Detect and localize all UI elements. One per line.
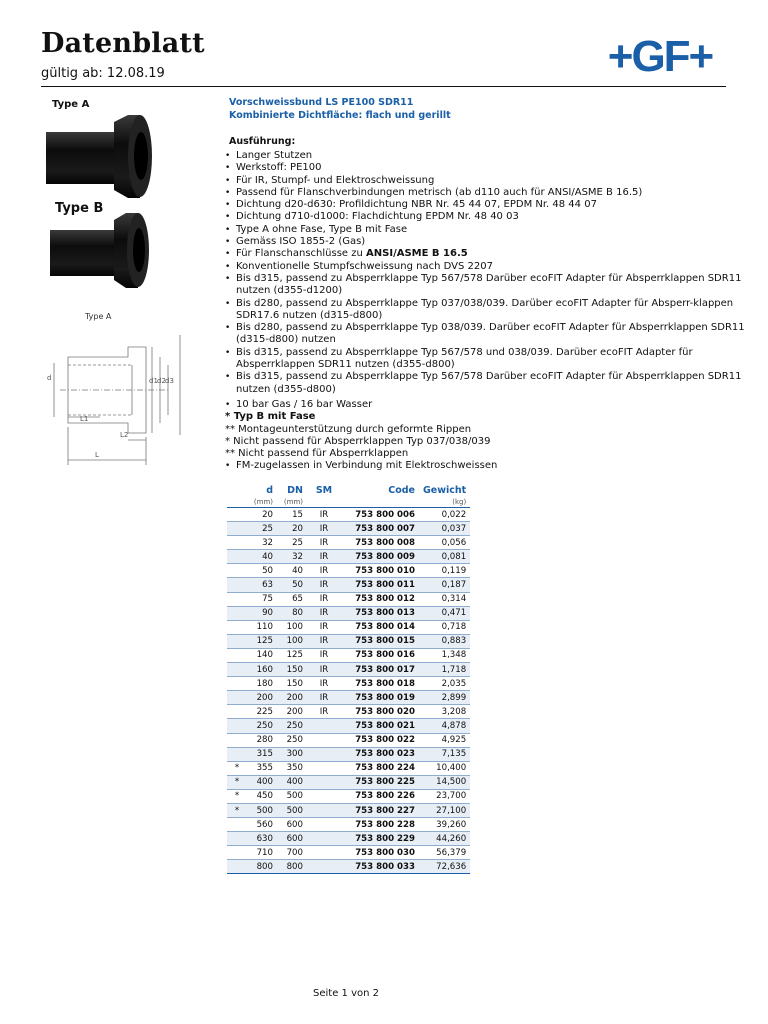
list-item: • Langer Stutzen xyxy=(225,150,313,161)
dim-l: L xyxy=(95,451,99,459)
product-title-line2: Kombinierte Dichtfläche: flach und gerillt xyxy=(229,109,451,121)
dn-cell: 300 xyxy=(277,747,307,761)
weight-cell: 0,037 xyxy=(419,522,470,536)
code-cell: 753 800 016 xyxy=(341,648,419,662)
star-cell xyxy=(227,536,247,550)
weight-cell: 1,718 xyxy=(419,663,470,677)
unit-dn: (mm) xyxy=(277,497,307,508)
table-row xyxy=(227,592,470,606)
sm-cell xyxy=(307,733,341,747)
list-item: • Bis d315, passend zu Absperrklappe Typ 567/578 Darüber ecoFIT Adapter für Absperrklappen SDR11 nutzen (d355-d1200) xyxy=(225,272,742,297)
table-row xyxy=(227,663,470,677)
table-row xyxy=(227,775,470,789)
weight-cell: 2,899 xyxy=(419,691,470,705)
weight-cell: 0,718 xyxy=(419,620,470,634)
d-cell: 90 xyxy=(247,606,277,620)
table-row xyxy=(227,578,470,592)
weight-cell: 1,348 xyxy=(419,648,470,662)
list-item: • Bis d280, passend zu Absperrklappe Typ 037/038/039. Darüber ecoFIT Adapter für Absperr-klappen SDR17.6 nutzen (d315-d800) xyxy=(225,297,734,321)
sm-cell xyxy=(307,818,341,832)
star-cell xyxy=(227,620,247,634)
note-montage: ** Montageunterstützung durch geformte Rippen xyxy=(225,423,472,435)
weight-cell: 39,260 xyxy=(419,818,470,832)
code-cell: 753 800 229 xyxy=(341,832,419,846)
dn-cell: 500 xyxy=(277,803,307,817)
table-row xyxy=(227,860,470,874)
star-cell xyxy=(227,564,247,578)
table-row xyxy=(227,634,470,648)
star-cell xyxy=(227,719,247,733)
weight-cell: 14,500 xyxy=(419,775,470,789)
star-cell xyxy=(227,733,247,747)
dn-cell: 150 xyxy=(277,677,307,691)
dn-cell: 500 xyxy=(277,789,307,803)
col-weight: Gewicht xyxy=(423,485,467,496)
sm-cell xyxy=(307,860,341,874)
d-cell: 800 xyxy=(247,860,277,874)
dn-cell: 250 xyxy=(277,719,307,733)
dim-d2: d2 xyxy=(157,377,166,385)
list-item: • Werkstoff: PE100 xyxy=(225,162,322,174)
sm-cell xyxy=(307,719,341,733)
code-cell: 753 800 014 xyxy=(341,620,419,634)
d-cell: 40 xyxy=(247,550,277,564)
gf-logo xyxy=(594,36,726,74)
code-cell: 753 800 010 xyxy=(341,564,419,578)
d-cell: 280 xyxy=(247,733,277,747)
code-cell: 753 800 020 xyxy=(341,705,419,719)
list-item: • FM-zugelassen in Verbindung mit Elektroschweissen xyxy=(225,460,498,472)
parts-table xyxy=(227,484,470,874)
unit-d: (mm) xyxy=(247,497,277,508)
list-item: • Bis d315, passend zu Absperrklappe Typ 567/578 Darüber ecoFIT Adapter für Absperrklappen SDR11 nutzen (d355-d800) xyxy=(225,371,742,395)
code-cell: 753 800 019 xyxy=(341,691,419,705)
sm-cell: IR xyxy=(307,691,341,705)
list-item: • Gemäss ISO 1855-2 (Gas) xyxy=(225,236,366,248)
sm-cell xyxy=(307,846,341,860)
table-row xyxy=(227,832,470,846)
list-item: • Passend für Flanschverbindungen metrisch (ab d110 auch für ANSI/ASME B 16.5) xyxy=(225,186,643,198)
code-cell: 753 800 012 xyxy=(341,592,419,606)
dn-cell: 80 xyxy=(277,606,307,620)
d-cell: 630 xyxy=(247,832,277,846)
dn-cell: 400 xyxy=(277,775,307,789)
table-row xyxy=(227,691,470,705)
code-cell: 753 800 006 xyxy=(341,508,419,522)
list-item: • Für IR, Stumpf- und Elektroschweissung xyxy=(225,174,435,186)
table-row xyxy=(227,789,470,803)
list-item: • Konventionelle Stumpfschweissung nach DVS 2207 xyxy=(225,260,493,272)
weight-cell: 4,878 xyxy=(419,719,470,733)
dn-cell: 250 xyxy=(277,733,307,747)
product-title-line1: Vorschweissbund LS PE100 SDR11 xyxy=(229,97,414,108)
weight-cell: 2,035 xyxy=(419,677,470,691)
d-cell: 20 xyxy=(247,508,277,522)
list-item: • 10 bar Gas / 16 bar Wasser xyxy=(225,398,373,410)
dn-cell: 700 xyxy=(277,846,307,860)
star-cell xyxy=(227,578,247,592)
code-cell: 753 800 224 xyxy=(341,761,419,775)
table-row xyxy=(227,606,470,620)
dn-cell: 15 xyxy=(277,508,307,522)
star-cell: * xyxy=(227,775,247,789)
sm-cell xyxy=(307,803,341,817)
dim-l1: L1 xyxy=(80,415,89,423)
sm-cell xyxy=(307,775,341,789)
list-item: • Dichtung d710-d1000: Flachdichtung EPDM Nr. 48 40 03 xyxy=(225,211,519,223)
sm-cell: IR xyxy=(307,550,341,564)
note-not-fitting-valves: ** Nicht passend für Absperrklappen xyxy=(225,448,409,460)
weight-cell: 10,400 xyxy=(419,761,470,775)
execution-list xyxy=(225,150,745,473)
code-cell: 753 800 226 xyxy=(341,789,419,803)
code-cell: 753 800 011 xyxy=(341,578,419,592)
sm-cell: IR xyxy=(307,705,341,719)
note-typeb: * Typ B mit Fase xyxy=(225,411,316,423)
star-cell xyxy=(227,832,247,846)
execution-heading: Ausführung: xyxy=(229,136,296,147)
list-item: • Für Flanschanschlüsse zu ANSI/ASME B 16.5 xyxy=(225,248,468,260)
table-row xyxy=(227,536,470,550)
dn-cell: 150 xyxy=(277,663,307,677)
sm-cell xyxy=(307,832,341,846)
d-cell: 25 xyxy=(247,522,277,536)
d-cell: 125 xyxy=(247,634,277,648)
star-cell xyxy=(227,634,247,648)
sm-cell: IR xyxy=(307,508,341,522)
table-row xyxy=(227,803,470,817)
sm-cell: IR xyxy=(307,592,341,606)
type-b-label: Type B xyxy=(55,201,104,216)
star-cell: * xyxy=(227,761,247,775)
star-cell xyxy=(227,592,247,606)
star-cell xyxy=(227,691,247,705)
d-cell: 140 xyxy=(247,648,277,662)
sm-cell: IR xyxy=(307,620,341,634)
col-dn: DN xyxy=(287,485,303,496)
col-code: Code xyxy=(388,485,415,496)
code-cell: 753 800 009 xyxy=(341,550,419,564)
table-row xyxy=(227,761,470,775)
table-units-row xyxy=(227,497,470,508)
dn-cell: 20 xyxy=(277,522,307,536)
list-item: • Bis d315, passend zu Absperrklappe Typ 567/578 und 038/039. Darüber ecoFIT Adapter für Absperrklappen SDR11 nutzen (d355-d800) xyxy=(225,346,693,371)
star-cell xyxy=(227,606,247,620)
code-cell: 753 800 015 xyxy=(341,634,419,648)
list-item: • Type A ohne Fase, Type B mit Fase xyxy=(225,223,408,235)
product-title xyxy=(229,97,451,122)
table-row xyxy=(227,719,470,733)
sm-cell xyxy=(307,747,341,761)
type-b-photo xyxy=(44,210,154,292)
d-cell: 63 xyxy=(247,578,277,592)
table-row xyxy=(227,705,470,719)
sm-cell xyxy=(307,761,341,775)
table-row xyxy=(227,648,470,662)
d-cell: 225 xyxy=(247,705,277,719)
weight-cell: 0,119 xyxy=(419,564,470,578)
star-cell xyxy=(227,663,247,677)
table-row xyxy=(227,818,470,832)
dn-cell: 600 xyxy=(277,818,307,832)
drawing-type-label: Type A xyxy=(85,312,112,321)
code-cell: 753 800 008 xyxy=(341,536,419,550)
table-row xyxy=(227,733,470,747)
sm-cell: IR xyxy=(307,663,341,677)
weight-cell: 23,700 xyxy=(419,789,470,803)
d-cell: 400 xyxy=(247,775,277,789)
list-item: • Bis d280, passend zu Absperrklappe Typ 038/039. Darüber ecoFIT Adapter für Absperrklappen SDR11 (d315-d800) nutzen xyxy=(225,322,745,346)
weight-cell: 72,636 xyxy=(419,860,470,874)
d-cell: 180 xyxy=(247,677,277,691)
sm-cell: IR xyxy=(307,578,341,592)
list-item: • Dichtung d20-d630: Profildichtung NBR Nr. 45 44 07, EPDM Nr. 48 44 07 xyxy=(225,199,597,211)
header-rule xyxy=(41,86,726,87)
code-cell: 753 800 227 xyxy=(341,803,419,817)
d-cell: 560 xyxy=(247,818,277,832)
d-cell: 160 xyxy=(247,663,277,677)
col-sm: SM xyxy=(315,485,333,496)
sm-cell: IR xyxy=(307,634,341,648)
gf-logo-text: +GF+ xyxy=(607,36,713,74)
dn-cell: 25 xyxy=(277,536,307,550)
weight-cell: 0,056 xyxy=(419,536,470,550)
sm-cell: IR xyxy=(307,648,341,662)
dn-cell: 32 xyxy=(277,550,307,564)
note-not-fitting: * Nicht passend für Absperrklappen Typ 037/038/039 xyxy=(225,435,491,447)
d-cell: 250 xyxy=(247,719,277,733)
dn-cell: 350 xyxy=(277,761,307,775)
dn-cell: 200 xyxy=(277,691,307,705)
code-cell: 753 800 023 xyxy=(341,747,419,761)
star-cell xyxy=(227,550,247,564)
d-cell: 500 xyxy=(247,803,277,817)
d-cell: 710 xyxy=(247,846,277,860)
technical-drawing xyxy=(40,305,200,475)
table-row xyxy=(227,747,470,761)
d-cell: 32 xyxy=(247,536,277,550)
weight-cell: 0,081 xyxy=(419,550,470,564)
table-row xyxy=(227,522,470,536)
star-cell xyxy=(227,846,247,860)
sm-cell xyxy=(307,789,341,803)
d-cell: 110 xyxy=(247,620,277,634)
col-d: d xyxy=(266,485,273,496)
valid-from-date: gültig ab: 12.08.19 xyxy=(41,66,165,81)
code-cell: 753 800 017 xyxy=(341,663,419,677)
code-cell: 753 800 021 xyxy=(341,719,419,733)
d-cell: 355 xyxy=(247,761,277,775)
weight-cell: 3,208 xyxy=(419,705,470,719)
code-cell: 753 800 033 xyxy=(341,860,419,874)
weight-cell: 44,260 xyxy=(419,832,470,846)
code-cell: 753 800 018 xyxy=(341,677,419,691)
table-row xyxy=(227,508,470,522)
weight-cell: 0,471 xyxy=(419,606,470,620)
code-cell: 753 800 022 xyxy=(341,733,419,747)
weight-cell: 56,379 xyxy=(419,846,470,860)
weight-cell: 0,314 xyxy=(419,592,470,606)
type-a-photo xyxy=(44,110,154,202)
type-a-label: Type A xyxy=(52,99,90,110)
table-row xyxy=(227,846,470,860)
table-row xyxy=(227,564,470,578)
dim-l2: L2 xyxy=(120,431,129,439)
table-row xyxy=(227,677,470,691)
star-cell xyxy=(227,508,247,522)
sm-cell: IR xyxy=(307,564,341,578)
dn-cell: 100 xyxy=(277,634,307,648)
table-header-row xyxy=(227,484,470,497)
dn-cell: 50 xyxy=(277,578,307,592)
code-cell: 753 800 007 xyxy=(341,522,419,536)
d-cell: 450 xyxy=(247,789,277,803)
star-cell xyxy=(227,818,247,832)
weight-cell: 0,883 xyxy=(419,634,470,648)
star-cell: * xyxy=(227,789,247,803)
dim-d: d xyxy=(47,374,52,382)
weight-cell: 0,187 xyxy=(419,578,470,592)
d-cell: 50 xyxy=(247,564,277,578)
dn-cell: 125 xyxy=(277,648,307,662)
dim-d1: d1 xyxy=(149,377,158,385)
d-cell: 315 xyxy=(247,747,277,761)
star-cell xyxy=(227,705,247,719)
star-cell xyxy=(227,522,247,536)
table-row xyxy=(227,550,470,564)
dn-cell: 800 xyxy=(277,860,307,874)
weight-cell: 7,135 xyxy=(419,747,470,761)
unit-weight: (kg) xyxy=(419,497,470,508)
d-cell: 75 xyxy=(247,592,277,606)
sm-cell: IR xyxy=(307,522,341,536)
code-cell: 753 800 225 xyxy=(341,775,419,789)
star-cell: * xyxy=(227,803,247,817)
code-cell: 753 800 030 xyxy=(341,846,419,860)
weight-cell: 0,022 xyxy=(419,508,470,522)
star-cell xyxy=(227,747,247,761)
sm-cell: IR xyxy=(307,536,341,550)
dn-cell: 600 xyxy=(277,832,307,846)
page-title: Datenblatt xyxy=(41,28,205,59)
table-row xyxy=(227,620,470,634)
dn-cell: 100 xyxy=(277,620,307,634)
dn-cell: 40 xyxy=(277,564,307,578)
dn-cell: 200 xyxy=(277,705,307,719)
weight-cell: 27,100 xyxy=(419,803,470,817)
star-cell xyxy=(227,860,247,874)
star-cell xyxy=(227,648,247,662)
sm-cell: IR xyxy=(307,677,341,691)
weight-cell: 4,925 xyxy=(419,733,470,747)
star-cell xyxy=(227,677,247,691)
code-cell: 753 800 013 xyxy=(341,606,419,620)
page-number: Seite 1 von 2 xyxy=(313,988,379,999)
code-cell: 753 800 228 xyxy=(341,818,419,832)
sm-cell: IR xyxy=(307,606,341,620)
d-cell: 200 xyxy=(247,691,277,705)
dn-cell: 65 xyxy=(277,592,307,606)
dim-d3: d3 xyxy=(165,377,174,385)
